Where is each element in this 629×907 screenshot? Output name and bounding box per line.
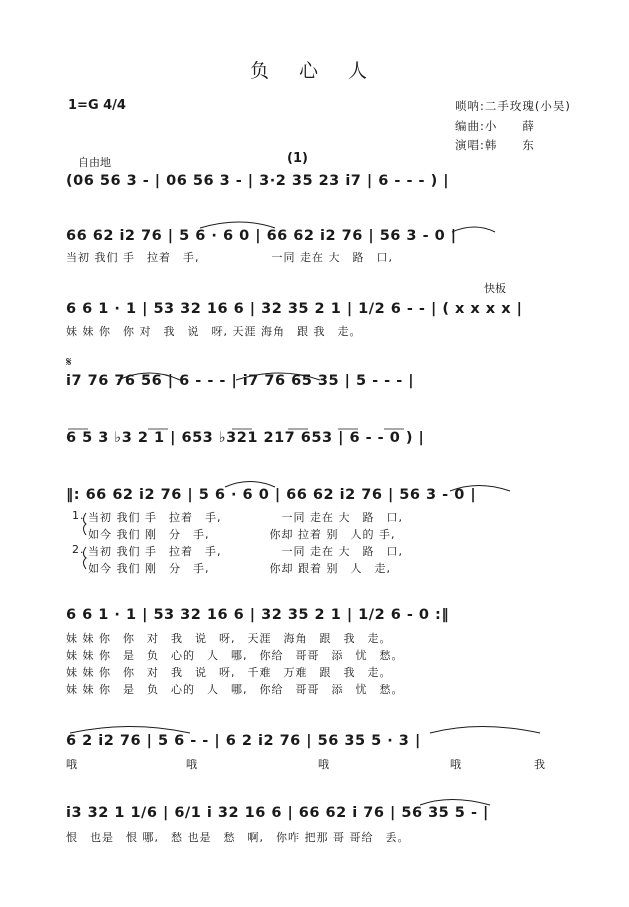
tie-arc: [430, 727, 540, 734]
verse1-line2: 如今 我们 刚 分 手, 你却 拉着 别 人的 手,: [88, 528, 396, 541]
staff4-notes: 6 5 3 ♭3 2 1 | 653 ♭321 217 653 | 6 - - 0 ) |: [66, 430, 425, 446]
staff2-notes: 6 6 1 · 1 | 53 32 16 6 | 32 35 2 1 | 1/2 6 - - | ( x x x x |: [66, 301, 523, 317]
intro-notes: (06 56 3 - | 06 56 3 - | 3·2 35 23 i7 | 6 - - - ) |: [66, 173, 450, 189]
staff1-lyrics: 当初 我们 手 拉着 手, 一同 走在 大 路 口,: [66, 251, 393, 264]
tie-arc: [450, 486, 510, 492]
verse-brace: [84, 547, 87, 569]
staff2-lyrics: 妹 妹 你 你 对 我 说 呀, 天涯 海角 跟 我 走。: [66, 325, 362, 338]
song-title: 负 心 人: [249, 60, 380, 82]
credit-arranger: 编曲:小 薛: [455, 119, 535, 133]
verse2-line1: 当初 我们 手 拉着 手, 一同 走在 大 路 口,: [88, 545, 403, 558]
staff8-notes: i3 32 1 1/6 | 6/1 i 32 16 6 | 66 62 i 76 | 56 35 5 - |: [66, 805, 489, 821]
free-tempo-mark: 自由地: [78, 156, 111, 169]
tie-arc: [70, 727, 190, 734]
segno-icon: 𝄋: [66, 355, 72, 370]
tie-arc: [118, 373, 180, 380]
credit-singer: 演唱:韩 东: [455, 138, 535, 152]
verse2-line2: 如今 我们 刚 分 手, 你却 跟着 别 人 走,: [88, 562, 391, 575]
staff5-notes: ‖: 66 62 i2 76 | 5 6 · 6 0 | 66 62 i2 76 | 56 3 - 0 |: [66, 487, 477, 503]
verse-brace: [84, 513, 87, 535]
tie-arc: [452, 227, 495, 232]
staff6-lyrics-1: 妹 妹 你 你 对 我 说 呀, 天涯 海角 跟 我 走。: [66, 632, 392, 645]
tie-arc: [225, 482, 275, 488]
tie-arc: [236, 373, 320, 380]
staff6-notes: 6 6 1 · 1 | 53 32 16 6 | 32 35 2 1 | 1/2 6 - 0 :‖: [66, 607, 450, 623]
key-signature: 1=G 4/4: [68, 98, 126, 113]
staff1-notes: 66 62 i2 76 | 5 6 · 6 0 | 66 62 i2 76 | 56 3 - 0 |: [66, 228, 457, 244]
tie-arc: [420, 800, 490, 806]
staff6-lyrics-3: 妹 妹 你 你 对 我 说 呀, 千难 万难 跟 我 走。: [66, 666, 392, 679]
staff3-notes: i7 76 76 56 | 6 - - - | i7 76 65 35 | 5 - - - |: [66, 373, 415, 389]
tie-arc: [200, 222, 275, 228]
verse1-line1: 当初 我们 手 拉着 手, 一同 走在 大 路 口,: [88, 511, 403, 524]
section-number: (1): [287, 151, 308, 166]
verse-number: 2.: [72, 543, 85, 556]
staff7-notes: 6 2 i2 76 | 5 6 - - | 6 2 i2 76 | 56 35 5 · 3 |: [66, 733, 421, 749]
staff6-lyrics-4: 妹 妹 你 是 负 心的 人 哪, 你给 哥哥 添 忧 愁。: [66, 683, 404, 696]
staff8-lyrics: 恨 也是 恨 哪, 愁 也是 愁 啊, 你咋 把那 哥 哥给 丢。: [66, 831, 410, 844]
verse-number: 1.: [72, 509, 85, 522]
credit-suona: 唢呐:二手玫瑰(小吴): [455, 99, 571, 113]
staff7-lyrics: 哦 哦 哦 哦 我: [66, 758, 546, 771]
staff6-lyrics-2: 妹 妹 你 是 负 心的 人 哪, 你给 哥哥 添 忧 愁。: [66, 649, 404, 662]
tempo-mark: 快板: [484, 282, 506, 295]
